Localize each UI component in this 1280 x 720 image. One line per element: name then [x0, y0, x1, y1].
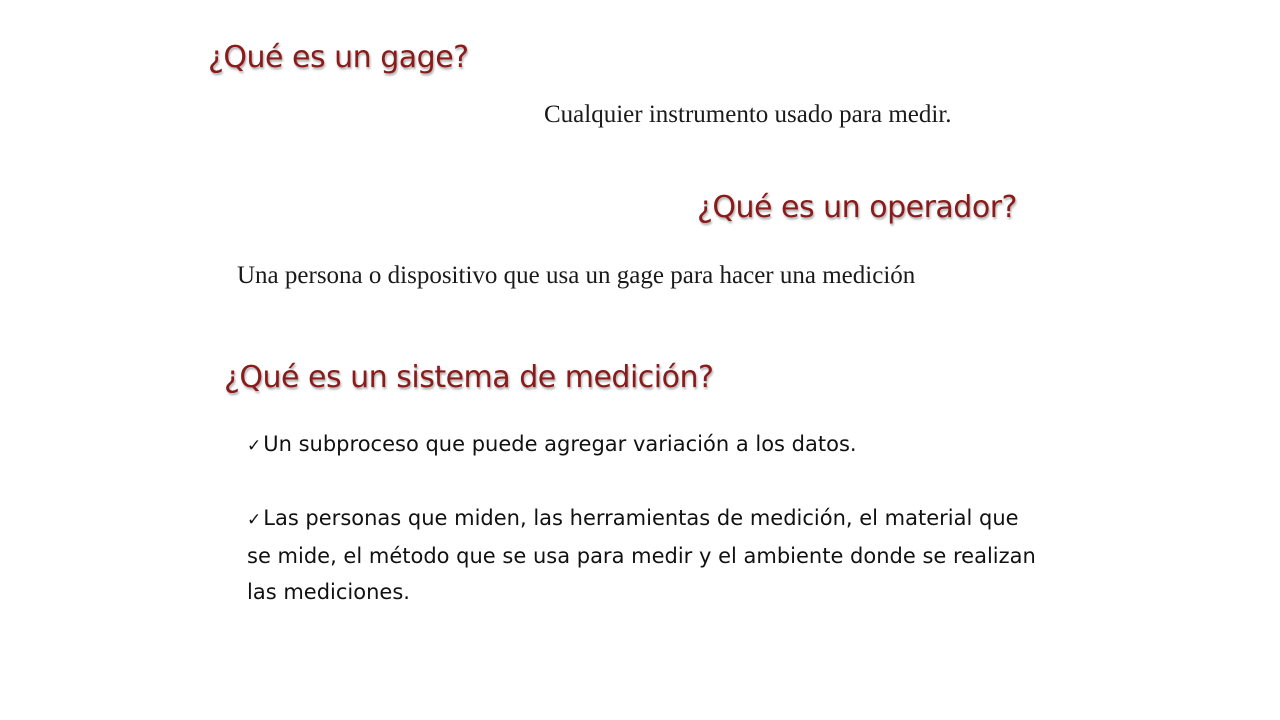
heading-gage: ¿Qué es un gage? [208, 40, 469, 75]
bullet-text: Un subproceso que puede agregar variación a los datos. [263, 432, 857, 456]
check-icon: ✓ [247, 436, 262, 456]
check-icon: ✓ [247, 510, 262, 530]
heading-operador: ¿Qué es un operador? [697, 190, 1017, 225]
list-item [247, 500, 1037, 610]
definition-gage: Cualquier instrumento usado para medir. [544, 101, 952, 128]
definition-operador: Una persona o dispositivo que usa un gage para hacer una medición [237, 262, 916, 289]
heading-sistema-medicion: ¿Qué es un sistema de medición? [224, 360, 714, 395]
list-item [247, 426, 1037, 464]
bullet-list-sistema [247, 426, 1037, 610]
bullet-text: Las personas que miden, las herramientas de medición, el material que se mide, el método que se usa para medir y el ambiente donde se realizan las mediciones. [247, 506, 1036, 604]
